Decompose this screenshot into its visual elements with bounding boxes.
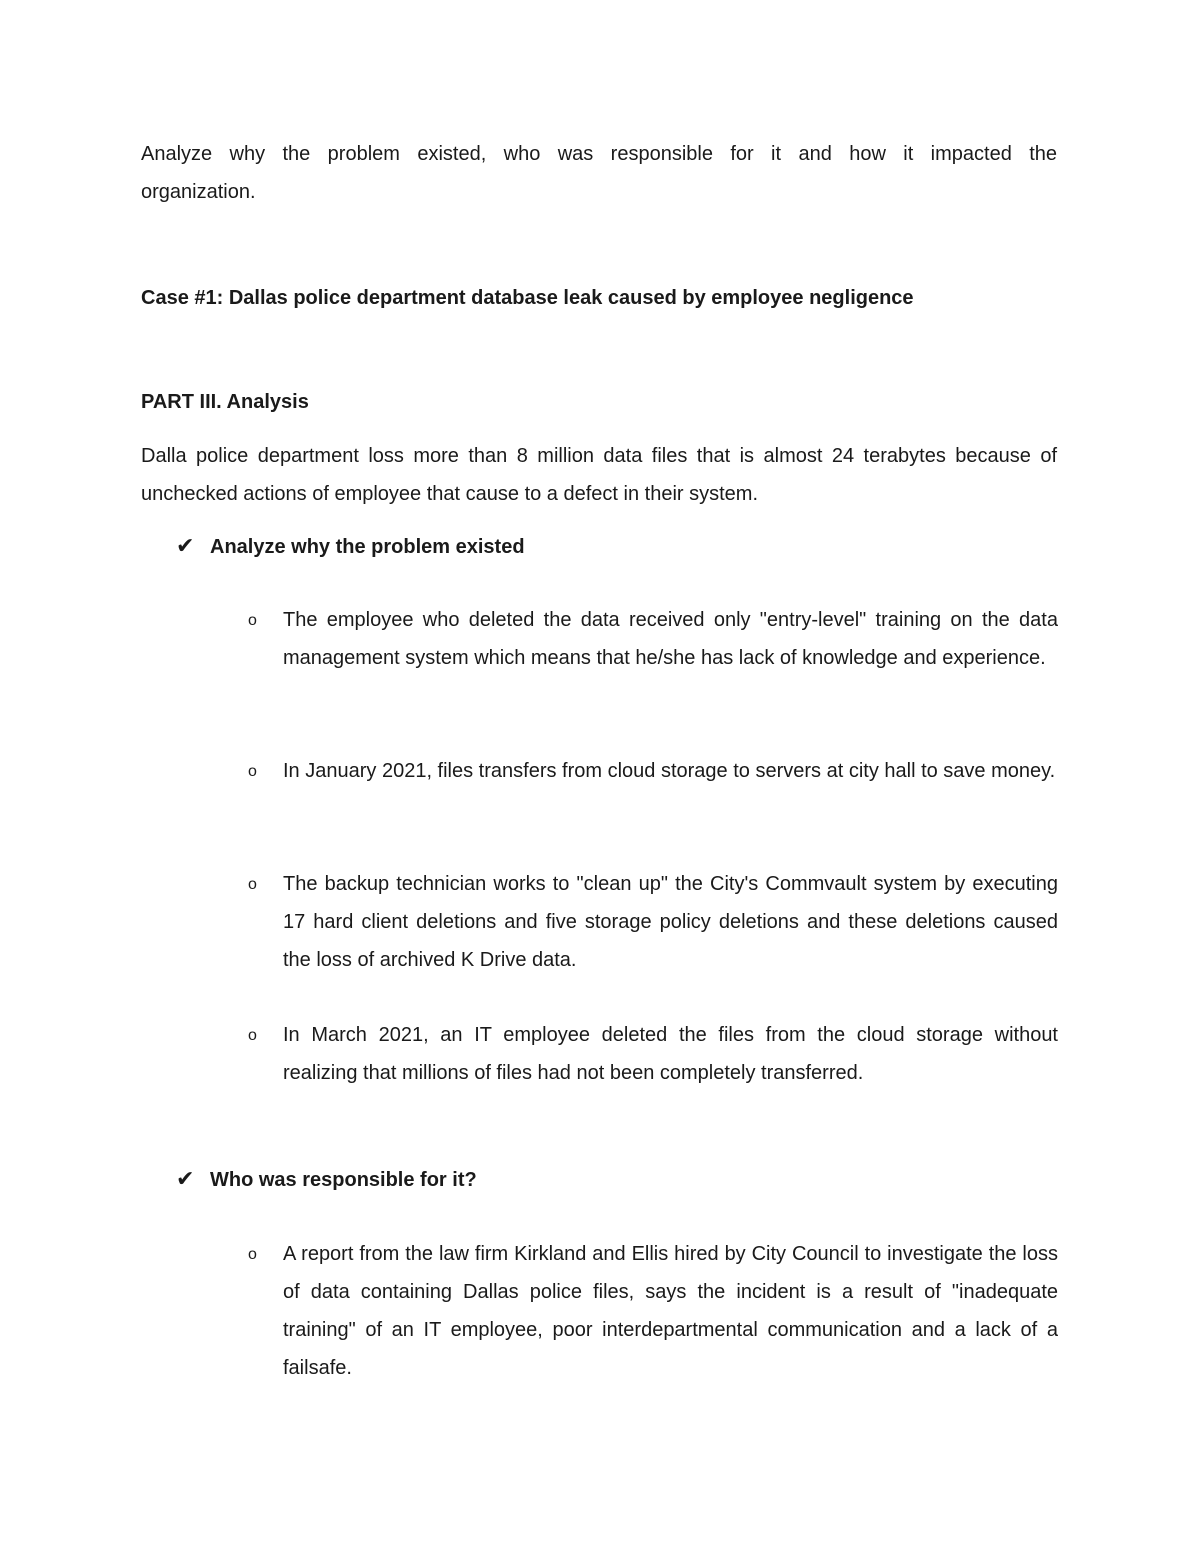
- list-item-text: The backup technician works to "clean up" the City's Commvault system by executing 17 hard client deletions and five storage policy deletions and these deletions caused the loss of archived K Drive data.: [283, 873, 1058, 971]
- section-heading-label: Who was responsible for it?: [210, 1169, 477, 1191]
- list-item-text: A report from the law firm Kirkland and Ellis hired by City Council to investigate the loss of data containing Dallas police files, says the incident is a result of "inadequate training" of an IT employee, poor interdepartmental communication and a lack of a failsafe.: [283, 1243, 1058, 1379]
- list-item: [248, 752, 1058, 790]
- list-item-text: In January 2021, files transfers from cloud storage to servers at city hall to save money.: [283, 760, 1056, 782]
- list-item-text: The employee who deleted the data received only "entry-level" training on the data management system which means that he/she has lack of knowledge and experience.: [283, 609, 1058, 669]
- check-icon: ✔: [176, 1166, 195, 1191]
- bullet-circle-icon: o: [248, 612, 257, 629]
- list-item: [248, 865, 1058, 979]
- list-item-text: In March 2021, an IT employee deleted the files from the cloud storage without realizing that millions of files had not been completely transferred.: [283, 1024, 1058, 1084]
- bullet-circle-icon: o: [248, 1246, 257, 1263]
- section-heading-who: [176, 1160, 1056, 1199]
- list-item: [248, 601, 1058, 677]
- intro-paragraph: Analyze why the problem existed, who was responsible for it and how it impacted the organization.: [141, 143, 1057, 203]
- section-heading-label: Analyze why the problem existed: [210, 536, 525, 558]
- section-heading-why: [176, 527, 1056, 566]
- part-title: PART III. Analysis: [141, 391, 309, 413]
- bullet-circle-icon: o: [248, 876, 257, 893]
- list-item: [248, 1016, 1058, 1092]
- bullet-circle-icon: o: [248, 1027, 257, 1044]
- case-title: Case #1: Dallas police department database leak caused by employee negligence: [141, 287, 914, 309]
- part-body-paragraph: Dalla police department loss more than 8 million data files that is almost 24 terabytes because of unchecked actions of employee that cause to a defect in their system.: [141, 445, 1057, 505]
- check-icon: ✔: [176, 533, 195, 558]
- bullet-circle-icon: o: [248, 763, 257, 780]
- list-item: [248, 1235, 1058, 1387]
